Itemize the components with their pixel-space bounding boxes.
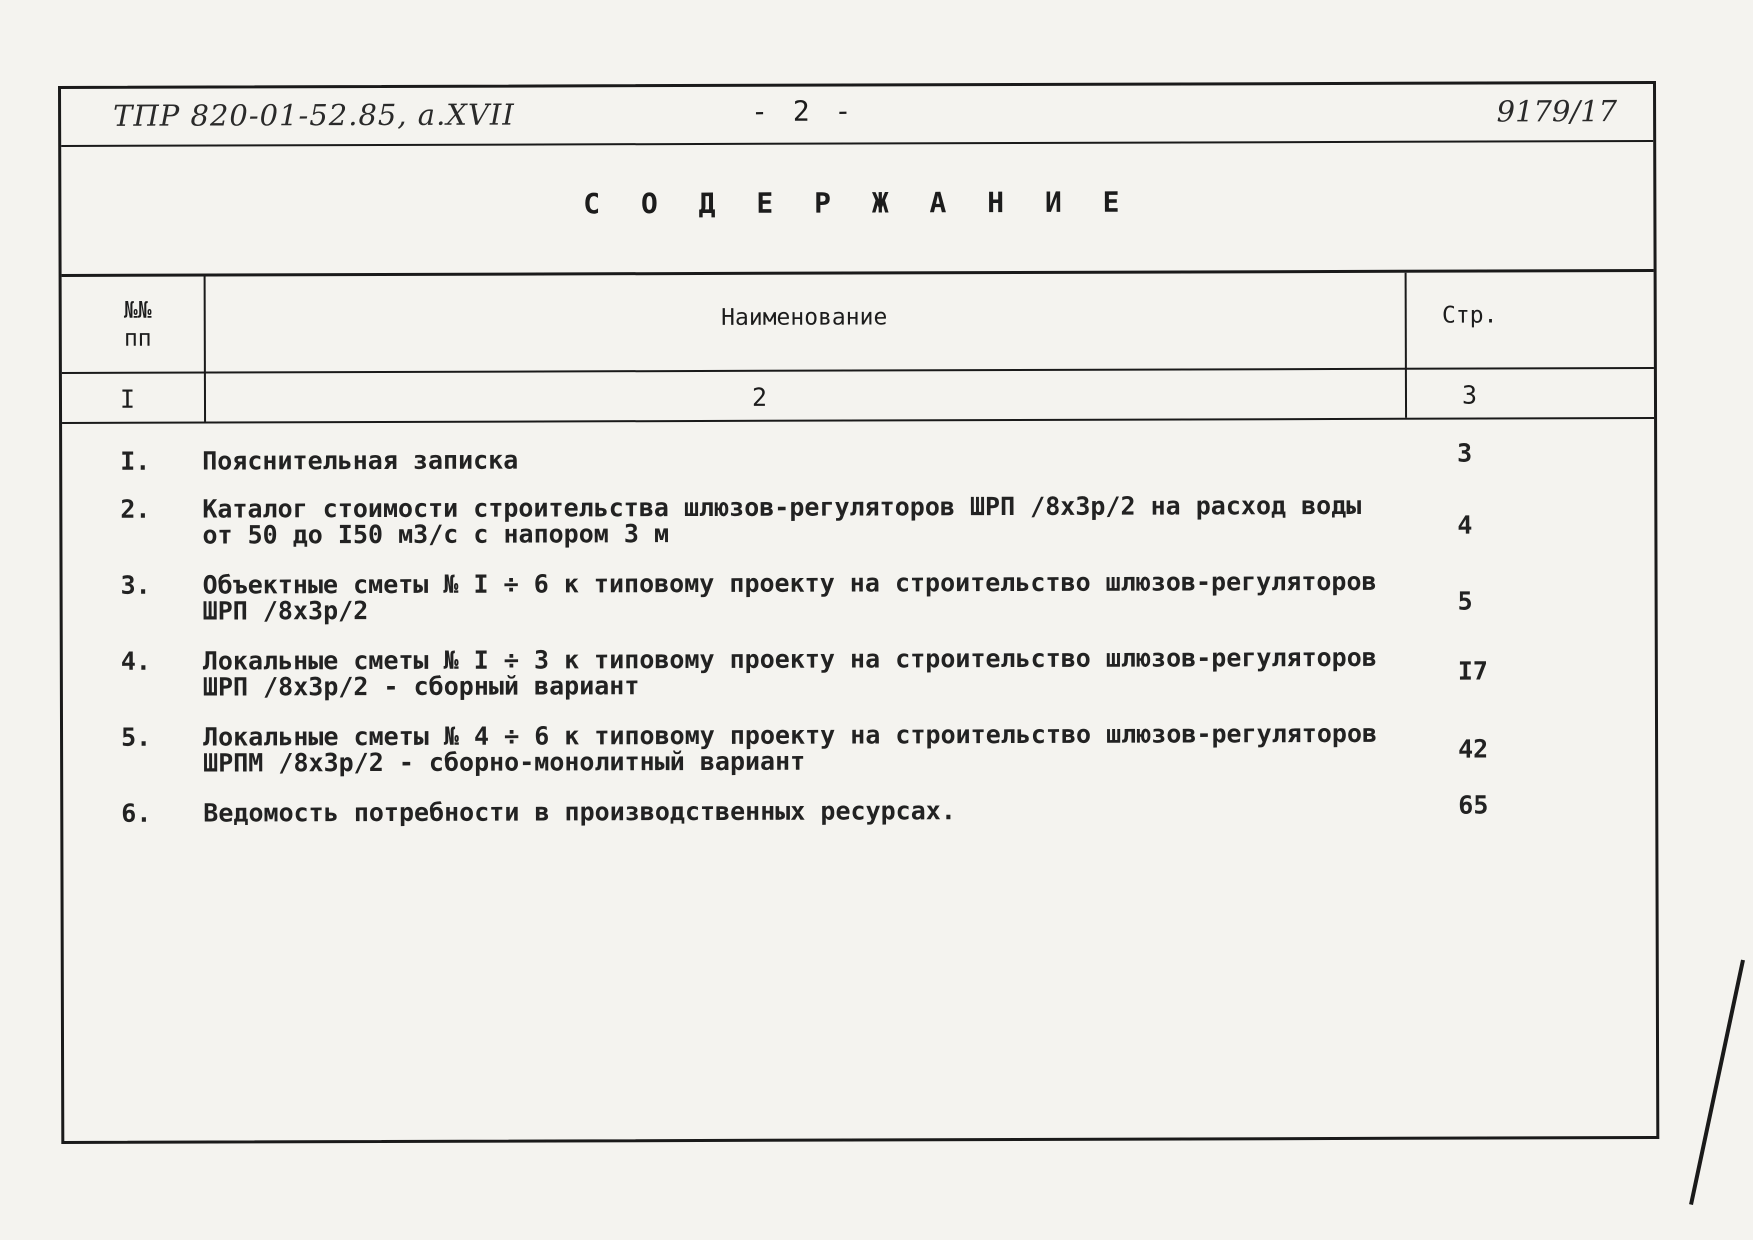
column-header-page: Стр. [1441, 302, 1498, 329]
column-divider [1405, 273, 1407, 418]
list-item [63, 566, 1655, 626]
list-item [63, 642, 1655, 702]
item-page: 5 [1457, 586, 1473, 616]
item-number: 3. [120, 570, 151, 600]
item-title: Локальные сметы № I ÷ 3 к типовому проекту на строительство шлюзов-регуляторов ШРП /8х3р/2 - сборный вариант [202, 642, 1377, 702]
document-sheet [58, 81, 1659, 1144]
column-header-number [108, 297, 168, 353]
document-code: ТПР 820-01-52.85, а.XVII [113, 97, 515, 133]
list-item [62, 438, 1654, 476]
column-index-2: 2 [751, 382, 768, 412]
page-header [61, 84, 1653, 147]
page-number: - 2 - [751, 94, 856, 128]
column-index-1: I [119, 384, 136, 414]
item-title: Ведомость потребности в производственных ресурсах. [203, 796, 956, 828]
item-title: Пояснительная записка [202, 445, 519, 476]
item-title: Каталог стоимости строительства шлюзов-регуляторов ШРП /8х3р/2 на расход воды от 50 до I50 м3/с с напором 3 м [202, 490, 1362, 550]
item-page: 4 [1457, 510, 1473, 540]
column-header-number-line1: №№ [123, 297, 152, 324]
item-page: 42 [1458, 734, 1489, 764]
contents-title: С О Д Е Р Ж А Н И Е [583, 185, 1132, 221]
item-number: 4. [120, 646, 151, 676]
list-item [62, 490, 1654, 550]
item-page: 65 [1458, 790, 1489, 820]
column-divider [204, 277, 206, 422]
list-item [63, 718, 1655, 778]
table-header [62, 269, 1654, 424]
item-title: Локальные сметы № 4 ÷ 6 к типовому проекту на строительство шлюзов-регуляторов ШРПМ /8х3р/2 - сборно-монолитный вариант [203, 718, 1378, 778]
item-number: I. [120, 446, 151, 476]
item-number: 6. [121, 798, 152, 828]
column-header-name: Наименование [721, 304, 888, 331]
column-header-number-line2: пп [123, 325, 152, 352]
item-number: 2. [120, 494, 151, 524]
header-divider [62, 367, 1654, 374]
scan-edge-line [1689, 960, 1745, 1205]
inventory-number: 9179/17 [1496, 94, 1618, 129]
column-index-3: 3 [1461, 380, 1478, 410]
item-page: I7 [1457, 656, 1488, 686]
contents-list [62, 438, 1654, 828]
item-page: 3 [1457, 438, 1473, 468]
item-title: Объектные сметы № I ÷ 6 к типовому проекту на строительство шлюзов-регуляторов ШРП /8х3р/2 [202, 566, 1377, 626]
item-number: 5. [121, 722, 152, 752]
list-item [63, 790, 1655, 828]
